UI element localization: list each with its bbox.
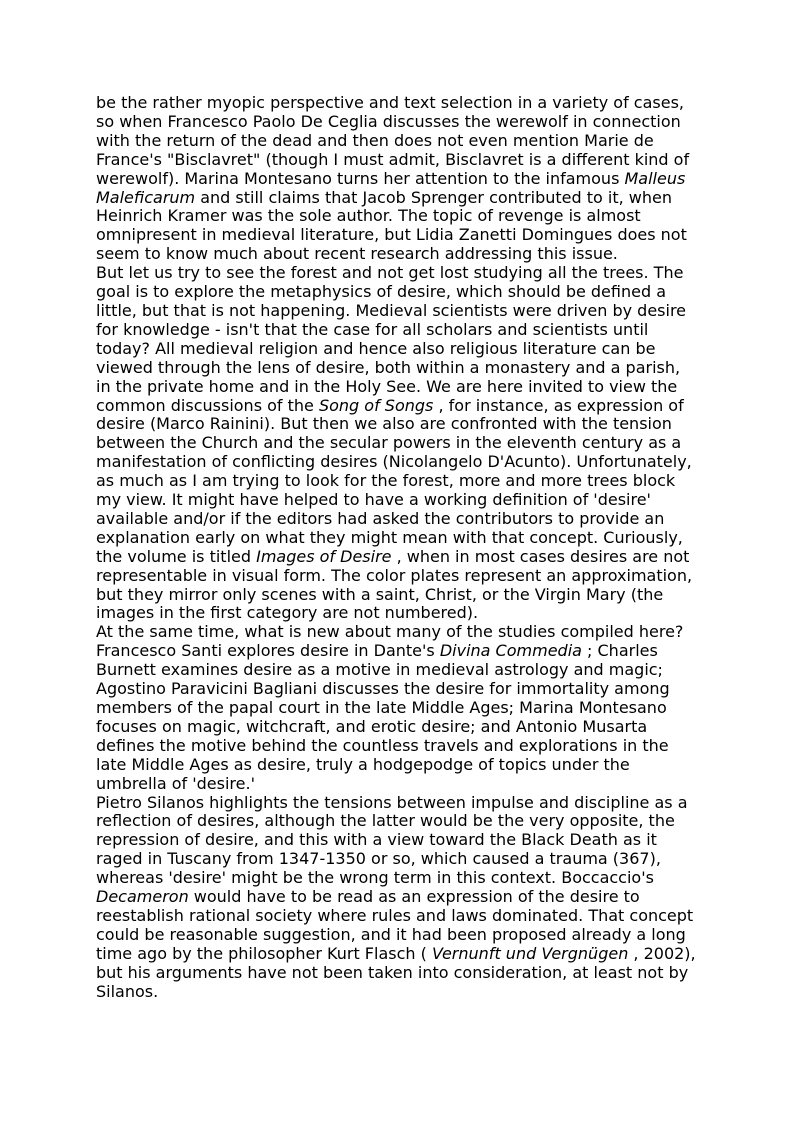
paragraph [96,623,708,793]
text-line [96,794,708,813]
text-run: late Middle Ages as desire, truly a hodgepodge of topics under the [96,754,630,774]
text-run: and still claims that Jacob Sprenger contributed to it, when [195,187,672,207]
text-line [96,775,708,794]
text-line [96,434,708,453]
text-run: werewolf). Marina Montesano turns her attention to the infamous [96,168,625,188]
text-line [96,831,708,850]
text-line [96,718,708,737]
paragraph [96,794,708,1002]
text-line [96,812,708,831]
text-line [96,264,708,283]
document-body [96,94,708,1002]
text-line [96,207,708,226]
text-line [96,283,708,302]
text-run: , when in most cases desires are not [391,546,690,566]
italic-title: Malleus [624,168,686,188]
text-run: But let us try to see the forest and not get lost studying all the trees. The [96,263,684,283]
text-line [96,94,708,113]
text-run: for knowledge - isn't that the case for all scholars and scientists until [96,319,649,339]
text-run: little, but that is not happening. Medieval scientists were driven by desire [96,300,687,320]
text-run: Burnett examines desire as a motive in medieval astrology and magic; [96,660,663,680]
text-run: At the same time, what is new about many of the studies compiled here? [96,622,684,642]
text-run: be the rather myopic perspective and text selection in a variety of cases, [96,93,684,112]
text-run: but they mirror only scenes with a saint, Christ, or the Virgin Mary (the [96,584,664,604]
text-run: as much as I am trying to look for the forest, more and more trees block [96,471,676,491]
text-line [96,359,708,378]
text-run: with the return of the dead and then does not even mention Marie de [96,130,654,150]
italic-title: Maleficarum [96,187,196,207]
text-run: time ago by the philosopher Kurt Flasch ( [96,943,432,963]
text-line [96,699,708,718]
text-run: available and/or if the editors had asked the contributors to provide an [96,508,665,528]
text-run: images in the first category are not numbered). [96,603,479,623]
text-line [96,680,708,699]
text-run: manifestation of conflicting desires (Nicolangelo D'Acunto). Unfortunately, [96,452,692,472]
italic-title: Divina Commedia [439,641,582,661]
text-run: so when Francesco Paolo De Ceglia discusses the werewolf in connection [96,111,681,131]
text-run: umbrella of 'desire.' [96,773,255,793]
text-run: the volume is titled [96,546,257,566]
text-line [96,964,708,983]
text-run: defines the motive behind the countless travels and explorations in the [96,735,669,755]
text-line [96,642,708,661]
text-run: omnipresent in medieval literature, but Lidia Zanetti Domingues does not [96,225,687,245]
text-line [96,888,708,907]
text-run: whereas 'desire' might be the wrong term in this context. Boccaccio's [96,868,654,888]
paragraph [96,264,708,623]
text-run: explanation early on what they might mean with that concept. Curiously, [96,527,683,547]
text-line [96,510,708,529]
text-run: desire (Marco Rainini). But then we also are confronted with the tension [96,414,672,434]
text-run: reestablish rational society where rules and laws dominated. That concept [96,905,694,925]
text-line [96,321,708,340]
paragraph [96,94,708,264]
text-run: Agostino Paravicini Bagliani discusses the desire for immortality among [96,679,670,699]
text-run: Francesco Santi explores desire in Dante's [96,641,440,661]
italic-title: Images of Desire [256,546,392,566]
text-run: viewed through the lens of desire, both within a monastery and a parish, [96,357,681,377]
text-run: today? All medieval religion and hence also religious literature can be [96,338,656,358]
text-line [96,226,708,245]
text-line [96,548,708,567]
text-line [96,245,708,264]
text-run: Heinrich Kramer was the sole author. The topic of revenge is almost [96,206,641,226]
text-run: would have to be read as an expression of the desire to [188,887,640,907]
text-line [96,983,708,1002]
italic-title: Song of Songs [318,395,434,415]
text-run: members of the papal court in the late Middle Ages; Marina Montesano [96,698,667,717]
text-line [96,415,708,434]
text-run: , 2002), [628,943,696,963]
text-run: Silanos. [96,981,159,1001]
text-line [96,189,708,208]
text-line [96,113,708,132]
text-run: reflection of desires, although the latter would be the very opposite, the [96,811,675,831]
italic-title: Vernunft und Vergnügen [431,943,629,963]
text-line [96,170,708,189]
text-line [96,907,708,926]
text-line [96,151,708,170]
text-line [96,472,708,491]
text-run: focuses on magic, witchcraft, and erotic desire; and Antonio Musarta [96,716,648,736]
text-line [96,945,708,964]
text-line [96,453,708,472]
text-run: could be reasonable suggestion, and it had been proposed already a long [96,924,686,944]
text-line [96,586,708,605]
text-run: seem to know much about recent research addressing this issue. [96,244,618,264]
text-run: common discussions of the [96,395,319,415]
text-line [96,491,708,510]
italic-title: Decameron [96,887,189,907]
text-line [96,623,708,642]
text-line [96,869,708,888]
text-run: raged in Tuscany from 1347-1350 or so, which caused a trauma (367), [96,849,661,869]
text-run: my view. It might have helped to have a working definition of 'desire' [96,490,651,510]
text-run: goal is to explore the metaphysics of desire, which should be defined a [96,282,667,302]
text-line [96,340,708,359]
text-run: in the private home and in the Holy See. We are here invited to view the [96,376,678,396]
text-line [96,850,708,869]
text-line [96,397,708,416]
text-line [96,926,708,945]
text-run: between the Church and the secular powers in the eleventh century as a [96,433,682,453]
text-run: France's "Bisclavret" (though I must admit, Bisclavret is a different kind of [96,149,690,169]
text-line [96,378,708,397]
text-line [96,604,708,623]
text-line [96,756,708,775]
text-run: representable in visual form. The color plates represent an approximation, [96,565,693,585]
text-line [96,567,708,586]
text-line [96,661,708,680]
text-run: ; Charles [581,641,658,661]
text-run: but his arguments have not been taken into consideration, at least not by [96,962,689,982]
text-line [96,132,708,151]
text-line [96,529,708,548]
text-run: repression of desire, and this with a view toward the Black Death as it [96,830,657,850]
text-line [96,302,708,321]
text-run: Pietro Silanos highlights the tensions between impulse and discipline as a [96,792,688,812]
text-run: , for instance, as expression of [433,395,684,415]
text-line [96,737,708,756]
